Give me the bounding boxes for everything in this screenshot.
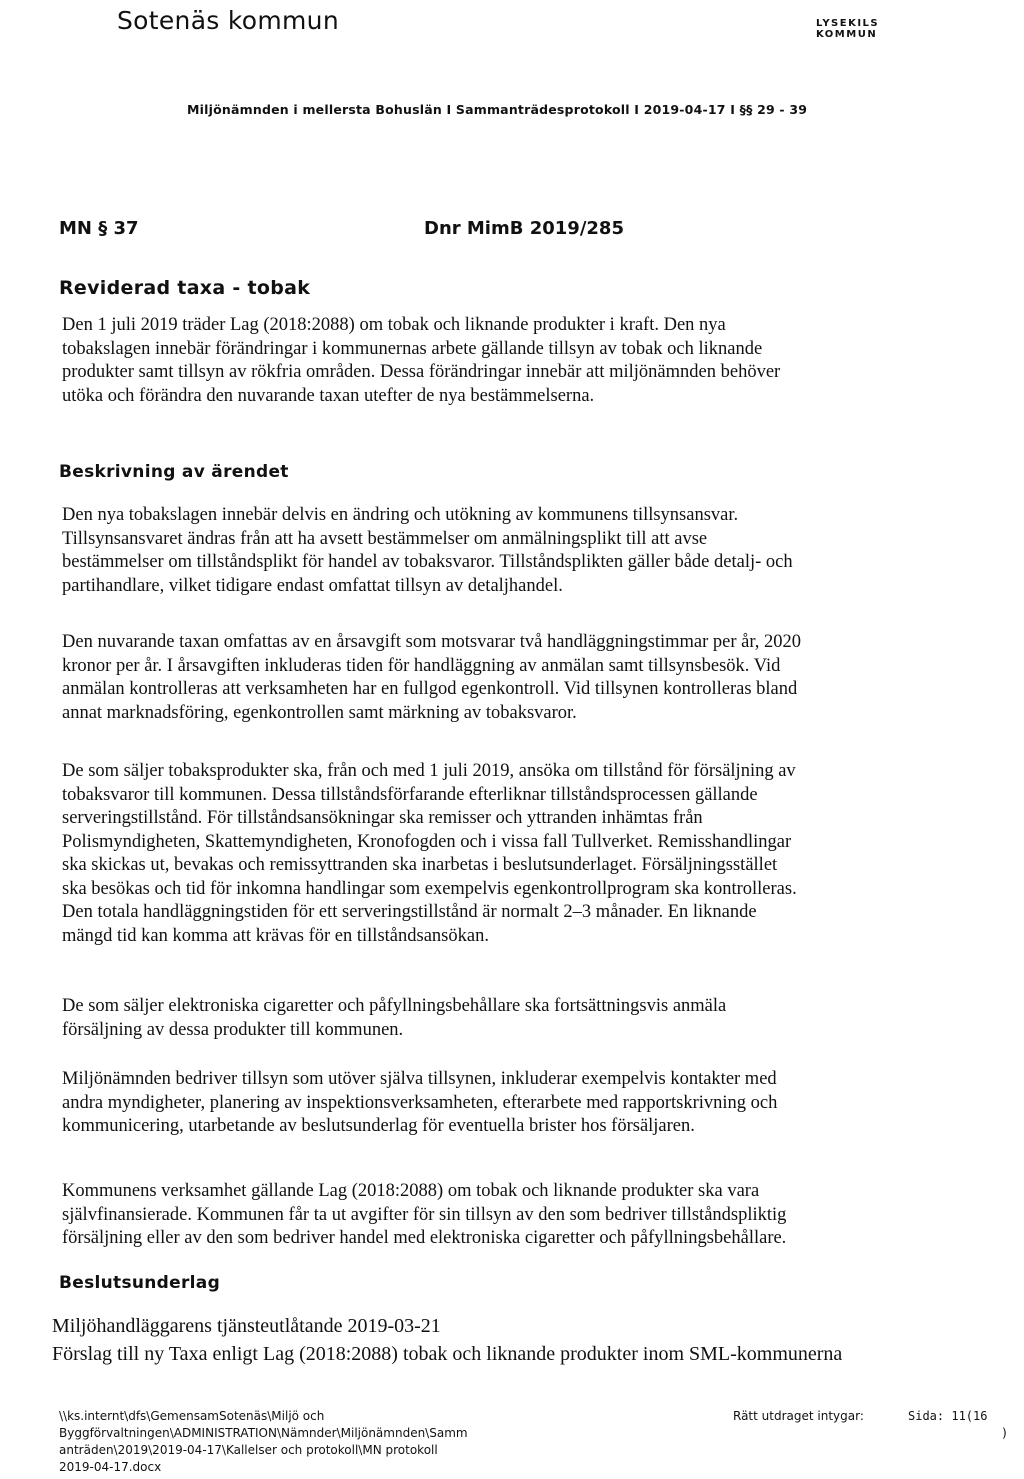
text-line: Miljönämnden bedriver tillsyn som utöver själva tillsynen, inkluderar exempelvis kontakter med — [62, 1069, 777, 1089]
text-line: bestämmelser om tillståndsplikt för handel av tobaksvaror. Tillståndsplikten gäller både detalj- och — [62, 552, 793, 572]
certification-label: Rätt utdraget intygar: — [733, 1409, 864, 1423]
municipality-logo-lysekil — [816, 18, 879, 40]
path-line: \\ks.internt\dfs\GemensamSotenäs\Miljö och — [59, 1409, 325, 1423]
text-line: annat marknadsföring, egenkontrollen samt märkning av tobaksvaror. — [62, 702, 577, 723]
path-line: anträden\2019\2019-04-17\Kallelser och protokoll\MN protokoll — [59, 1443, 438, 1457]
description-paragraph — [62, 1180, 962, 1251]
paragraph-number: MN § 37 — [59, 218, 139, 239]
text-line: andra myndigheter, planering av inspektionsverksamheten, efterarbete med rapportskrivning och — [62, 1092, 778, 1113]
text-line: kommunicering, utarbetande av beslutsunderlag för eventuella brister hos försäljaren. — [62, 1116, 695, 1136]
logo-line-1: LYSEKILS — [816, 18, 880, 29]
path-line: 2019-04-17.docx — [59, 1460, 162, 1474]
section-heading-description: Beskrivning av ärendet — [59, 462, 289, 482]
section-heading-basis: Beslutsunderlag — [59, 1273, 221, 1293]
page-number-close: ) — [1001, 1426, 1009, 1440]
description-paragraph — [62, 1068, 962, 1139]
text-line: Den nuvarande taxan omfattas av en årsavgift som motsvarar två handläggningstimmar per år, 2020 — [62, 632, 802, 652]
path-line: Byggförvaltningen\ADMINISTRATION\Nämnder\Miljönämnden\Samm — [59, 1426, 468, 1440]
text-line: Den nya tobakslagen innebär delvis en ändring och utökning av kommunens tillsynsansvar. — [62, 505, 739, 525]
logo-line-2: KOMMUN — [816, 29, 878, 40]
text-line: försäljning av dessa produkter till kommunen. — [62, 1019, 404, 1040]
text-line: självfinansierade. Kommunen får ta ut avgifter för sin tillsyn av den som bedriver tillståndspliktig — [62, 1204, 787, 1225]
text-line: mängd tid kan komma att krävas för en tillståndsansökan. — [62, 925, 489, 946]
text-line: Den 1 juli 2019 träder Lag (2018:2088) om tobak och liknande produkter i kraft. Den nya — [62, 315, 726, 335]
text-line: De som säljer elektroniska cigaretter och påfyllningsbehållare ska fortsättningsvis anmäla — [62, 996, 727, 1016]
text-line: Den totala handläggningstiden för ett serveringstillstånd är normalt 2–3 månader. En liknande — [62, 902, 757, 922]
text-line: Tillsynsansvaret ändras från att ha avsett bestämmelser om anmälningsplikt till att avse — [62, 528, 708, 549]
list-item: Miljöhandläggarens tjänsteutlåtande 2019-03-21 — [52, 1315, 441, 1337]
text-line: kronor per år. I årsavgiften inkluderas tiden för handläggning av anmälan samt tillsynsbesök. Vid — [62, 655, 781, 676]
description-paragraph — [62, 995, 962, 1042]
case-title: Reviderad taxa - tobak — [59, 277, 311, 299]
text-line: utöka och förändra den nuvarande taxan utefter de nya bestämmelserna. — [62, 385, 595, 406]
text-line: Kommunens verksamhet gällande Lag (2018:2088) om tobak och liknande produkter ska vara — [62, 1181, 760, 1201]
text-line: partihandlare, vilket tidigare endast omfattat tillsyn av detaljhandel. — [62, 575, 563, 596]
page-number: Sida: 11(16 — [908, 1409, 988, 1423]
text-line: anmälan kontrolleras att verksamheten har en fullgod egenkontroll. Vid tillsynen kontrolleras bland — [62, 679, 798, 699]
municipality-name-sotenas: Sotenäs kommun — [117, 6, 339, 35]
text-line: Polismyndigheten, Skattemyndigheten, Kronofogden och i vissa fall Tullverket. Remisshandlingar — [62, 831, 792, 852]
intro-paragraph — [62, 314, 962, 408]
text-line: ska skickas ut, bevakas och remissyttranden ska inarbetas i beslutsunderlaget. Försäljningsstället — [62, 855, 778, 875]
text-line: De som säljer tobaksprodukter ska, från och med 1 juli 2019, ansöka om tillstånd för försäljning av — [62, 761, 796, 781]
description-paragraph — [62, 760, 962, 948]
file-path — [59, 1408, 468, 1476]
text-line: serveringstillstånd. För tillståndsansökningar ska remisser och yttranden inhämtas från — [62, 808, 703, 828]
text-line: ska besökas och tid för inkomna handlingar som exempelvis egenkontrollprogram ska kontrolleras. — [62, 878, 797, 899]
basis-list — [52, 1312, 842, 1368]
protocol-header: Miljönämnden i mellersta Bohuslän I Sammanträdesprotokoll I 2019-04-17 I §§ 29 - 39 — [187, 102, 808, 117]
text-line: produkter samt tillsyn av rökfria områden. Dessa förändringar innebär att miljönämnden behöver — [62, 362, 781, 382]
description-paragraph — [62, 631, 962, 725]
description-paragraph — [62, 504, 962, 598]
diary-number: Dnr MimB 2019/285 — [424, 218, 624, 239]
list-item: Förslag till ny Taxa enligt Lag (2018:2088) tobak och liknande produkter inom SML-kommunerna — [52, 1343, 843, 1365]
text-line: tobaksvaror till kommunen. Dessa tillståndsförfarande efterliknar tillståndsprocessen gällande — [62, 784, 758, 805]
text-line: tobakslagen innebär förändringar i kommunernas arbete gällande tillsyn av tobak och liknande — [62, 338, 763, 359]
text-line: försäljning eller av den som bedriver handel med elektroniska cigaretter och påfyllningsbehållare. — [62, 1228, 787, 1248]
